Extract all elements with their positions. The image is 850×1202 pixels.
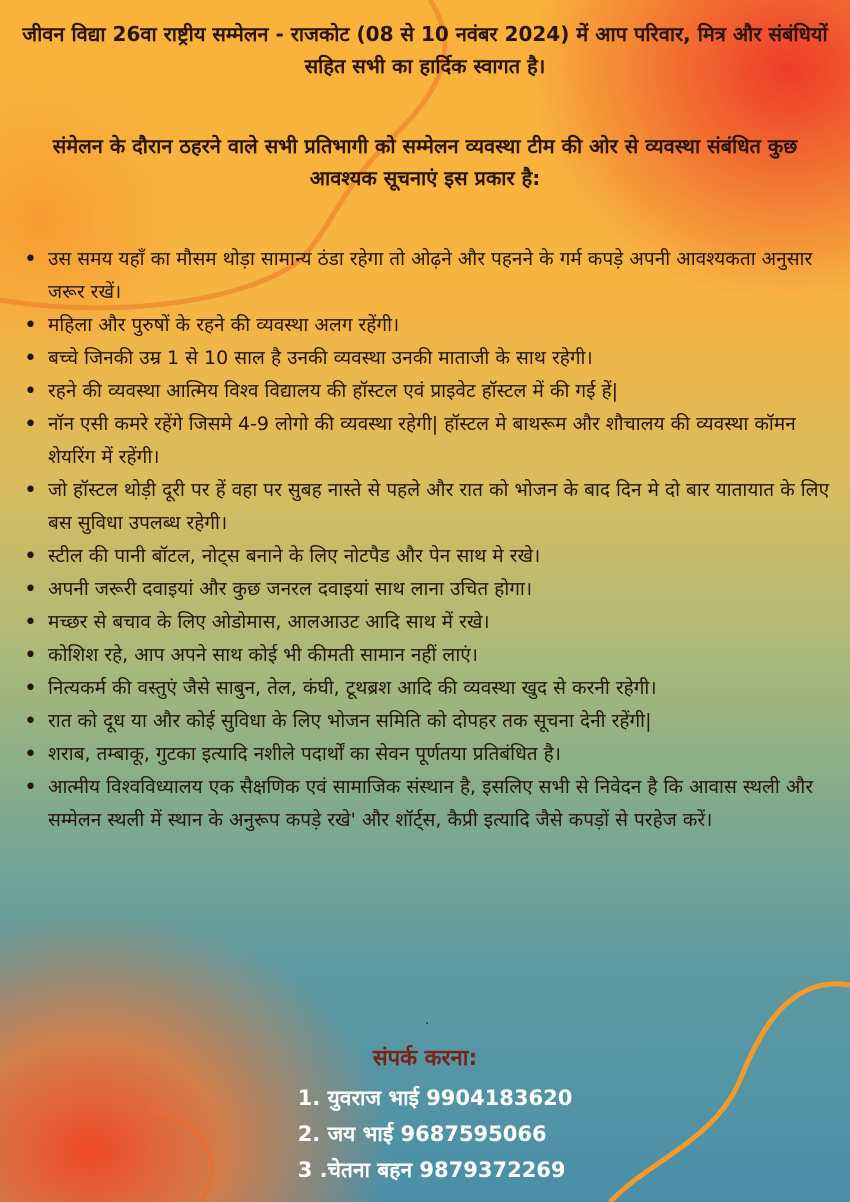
list-item: • नॉन एसी कमरे रहेंगे जिसमे 4-9 लोगो की व्यवस्था रहेगी| हॉस्टल मे बाथरूम और शौचालय की व्यवस्था कॉमन शेयरिंग में रहेंगी। [20, 408, 832, 474]
contact-item: 1. युवराज भाई 9904183620 [297, 1086, 573, 1110]
intro-heading: संमेलन के दौरान ठहरने वाले सभी प्रतिभागी को सम्मेलन व्यवस्था टीम की ओर से व्यवस्था संबंधित कुछ आवश्यक सूचनाएं इस प्रकार है: [52, 134, 798, 190]
contact-list [298, 1080, 573, 1188]
contact-section [0, 1042, 850, 1188]
list-item: • अपनी जरूरी दवाइयां और कुछ जनरल दवाइयां साथ लाना उचित होगा। [20, 573, 832, 606]
contact-title: संपर्क करना: [372, 1046, 478, 1071]
list-item: • बच्चे जिनकी उम्र 1 से 10 साल है उनकी व्यवस्था उनकी माताजी के साथ रहेगी। [20, 342, 832, 375]
list-item: • नित्यकर्म की वस्तुएं जैसे साबुन, तेल, कंघी, टूथब्रश आदि की व्यवस्था खुद से करनी रहेगी। [20, 672, 832, 705]
list-item: • मच्छर से बचाव के लिए ओडोमास, आलआउट आदि साथ में रखे। [20, 606, 832, 639]
welcome-heading: जीवन विद्या 26वा राष्ट्रीय सम्मेलन - राजकोट (08 से 10 नवंबर 2024) में आप परिवार, मित्र और संबंधियों सहित सभी का हार्दिक स्वागत है। [22, 22, 828, 78]
list-item: • कोशिश रहे, आप अपने साथ कोई भी कीमती सामान नहीं लाएं। [20, 639, 832, 672]
notes-list [20, 243, 832, 837]
list-item: • महिला और पुरुषों के रहने की व्यवस्था अलग रहेंगी। [20, 309, 832, 342]
decorative-dot: . [425, 1012, 430, 1028]
list-item: • शराब, तम्बाकू, गुटका इत्यादि नशीले पदार्थों का सेवन पूर्णतया प्रतिबंधित है। [20, 738, 832, 771]
contact-item: 2. जय भाई 9687595066 [297, 1122, 547, 1146]
list-item: • रात को दूध या और कोई सुविधा के लिए भोजन समिति को दोपहर तक सूचना देनी रहेंगी| [20, 705, 832, 738]
contact-item: 3 .चेतना बहन 9879372269 [297, 1158, 566, 1182]
list-item: • उस समय यहाँ का मौसम थोड़ा सामान्य ठंडा रहेगा तो ओढ़ने और पहनने के गर्म कपड़े अपनी आवश्यकता अनुसार जरूर रखें। [20, 243, 832, 309]
list-item: • जो हॉस्टल थोड़ी दूरी पर हें वहा पर सुबह नास्ते से पहले और रात को भोजन के बाद दिन मे दो बार यातायात के लिए बस सुविधा उपलब्ध रहेगी। [20, 474, 832, 540]
list-item: • स्टील की पानी बॉटल, नोट्स बनाने के लिए नोटपैड और पेन साथ मे रखे। [20, 540, 832, 573]
list-item: • आत्मीय विश्वविध्यालय एक सैक्षणिक एवं सामाजिक संस्थान है, इसलिए सभी से निवेदन है कि आवास स्थली और सम्मेलन स्थली में स्थान के अनुरूप कपड़े रखे' और शॉर्ट्स, कैप्री इत्यादि जैसे कपड़ों से परहेज करें। [20, 771, 832, 837]
list-item: • रहने की व्यवस्था आत्मिय विश्व विद्यालय की हॉस्टल एवं प्राइवेट हॉस्टल में की गई हें| [20, 375, 832, 408]
